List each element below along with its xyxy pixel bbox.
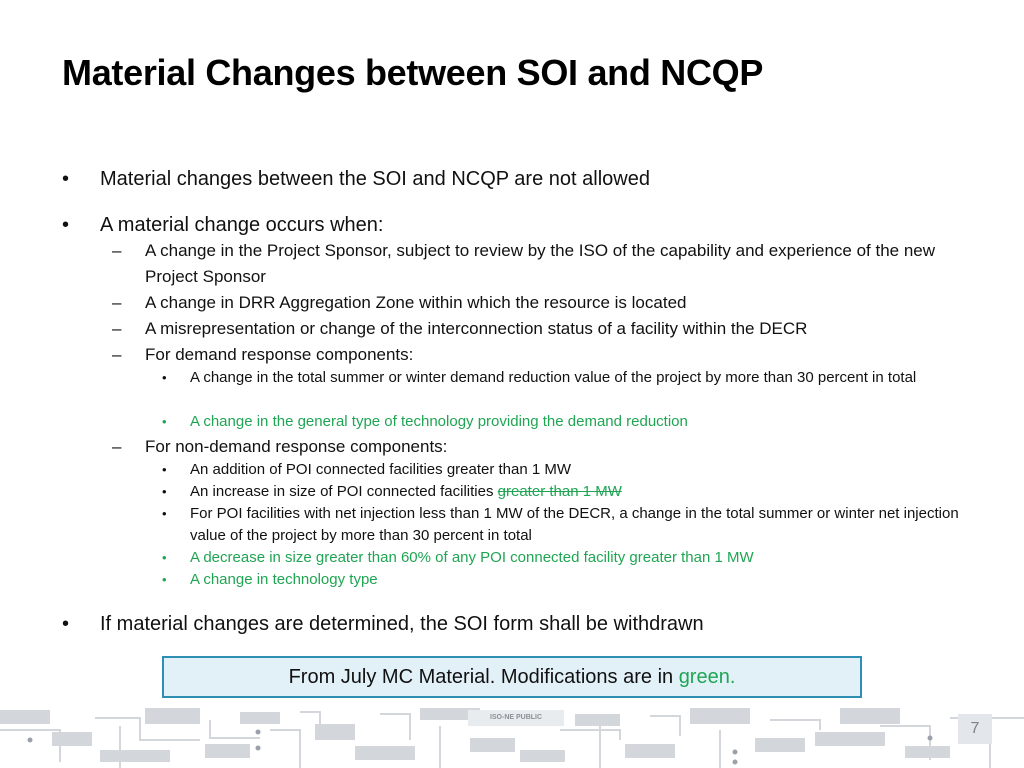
note-text: From July MC Material. Modifications are in xyxy=(288,666,679,688)
dash-marker: – xyxy=(112,241,122,260)
sub-item-text: For demand response components: xyxy=(145,345,414,364)
bullet-text: Material changes between the SOI and NCQP are not allowed xyxy=(100,168,650,190)
sub-bullet-marker: • xyxy=(162,506,167,521)
sub-bullet-marker: • xyxy=(162,414,167,429)
demand-item-text: A change in the general type of technology providing the demand reduction xyxy=(190,413,688,430)
demand-item-text: A change in the total summer or winter demand reduction value of the project by more than 30 percent in total xyxy=(190,369,917,386)
non-demand-item-text: A decrease in size greater than 60% of any POI connected facility greater than 1 MW xyxy=(190,549,754,566)
note-highlight: green. xyxy=(678,666,736,688)
bullet-text: If material changes are determined, the SOI form shall be withdrawn xyxy=(100,613,704,635)
non-demand-item-text xyxy=(190,481,965,503)
page-number: 7 xyxy=(958,714,992,744)
non-demand-item-text: For POI facilities with net injection less than 1 MW of the DECR, a change in the total summer or winter net injection value of the project by more than 30 percent in total xyxy=(190,505,959,544)
dash-marker: – xyxy=(112,345,122,364)
bullet-marker: • xyxy=(62,214,70,236)
dash-marker: – xyxy=(112,437,122,456)
sub-bullet-marker: • xyxy=(162,572,167,587)
page-title: Material Changes between SOI and NCQP xyxy=(62,52,764,93)
classification-label: ISO-NE PUBLIC xyxy=(489,714,543,721)
sub-bullet-marker: • xyxy=(162,370,167,385)
sub-item-text: For non-demand response components: xyxy=(145,437,448,456)
bullet-marker: • xyxy=(62,613,70,635)
bullet-text: A material change occurs when: xyxy=(100,214,384,236)
dash-marker: – xyxy=(112,293,122,312)
dash-marker: – xyxy=(112,319,122,338)
modification-note-box xyxy=(162,656,862,698)
bullet-marker: • xyxy=(62,168,70,190)
sub-item-text: A misrepresentation or change of the interconnection status of a facility within the DECR xyxy=(145,319,808,338)
sub-bullet-marker: • xyxy=(162,462,167,477)
item-text: An increase in size of POI connected facilities xyxy=(190,483,498,500)
struck-text: greater than 1 MW xyxy=(497,483,622,500)
sub-item-text: A change in the Project Sponsor, subject to review by the ISO of the capability and experience of the new Project Sponsor xyxy=(145,241,936,286)
sub-bullet-marker: • xyxy=(162,484,167,499)
non-demand-item-text: An addition of POI connected facilities greater than 1 MW xyxy=(190,461,572,478)
sub-bullet-marker: • xyxy=(162,550,167,565)
sub-item-text: A change in DRR Aggregation Zone within which the resource is located xyxy=(145,293,687,312)
non-demand-item-text: A change in technology type xyxy=(190,571,378,588)
